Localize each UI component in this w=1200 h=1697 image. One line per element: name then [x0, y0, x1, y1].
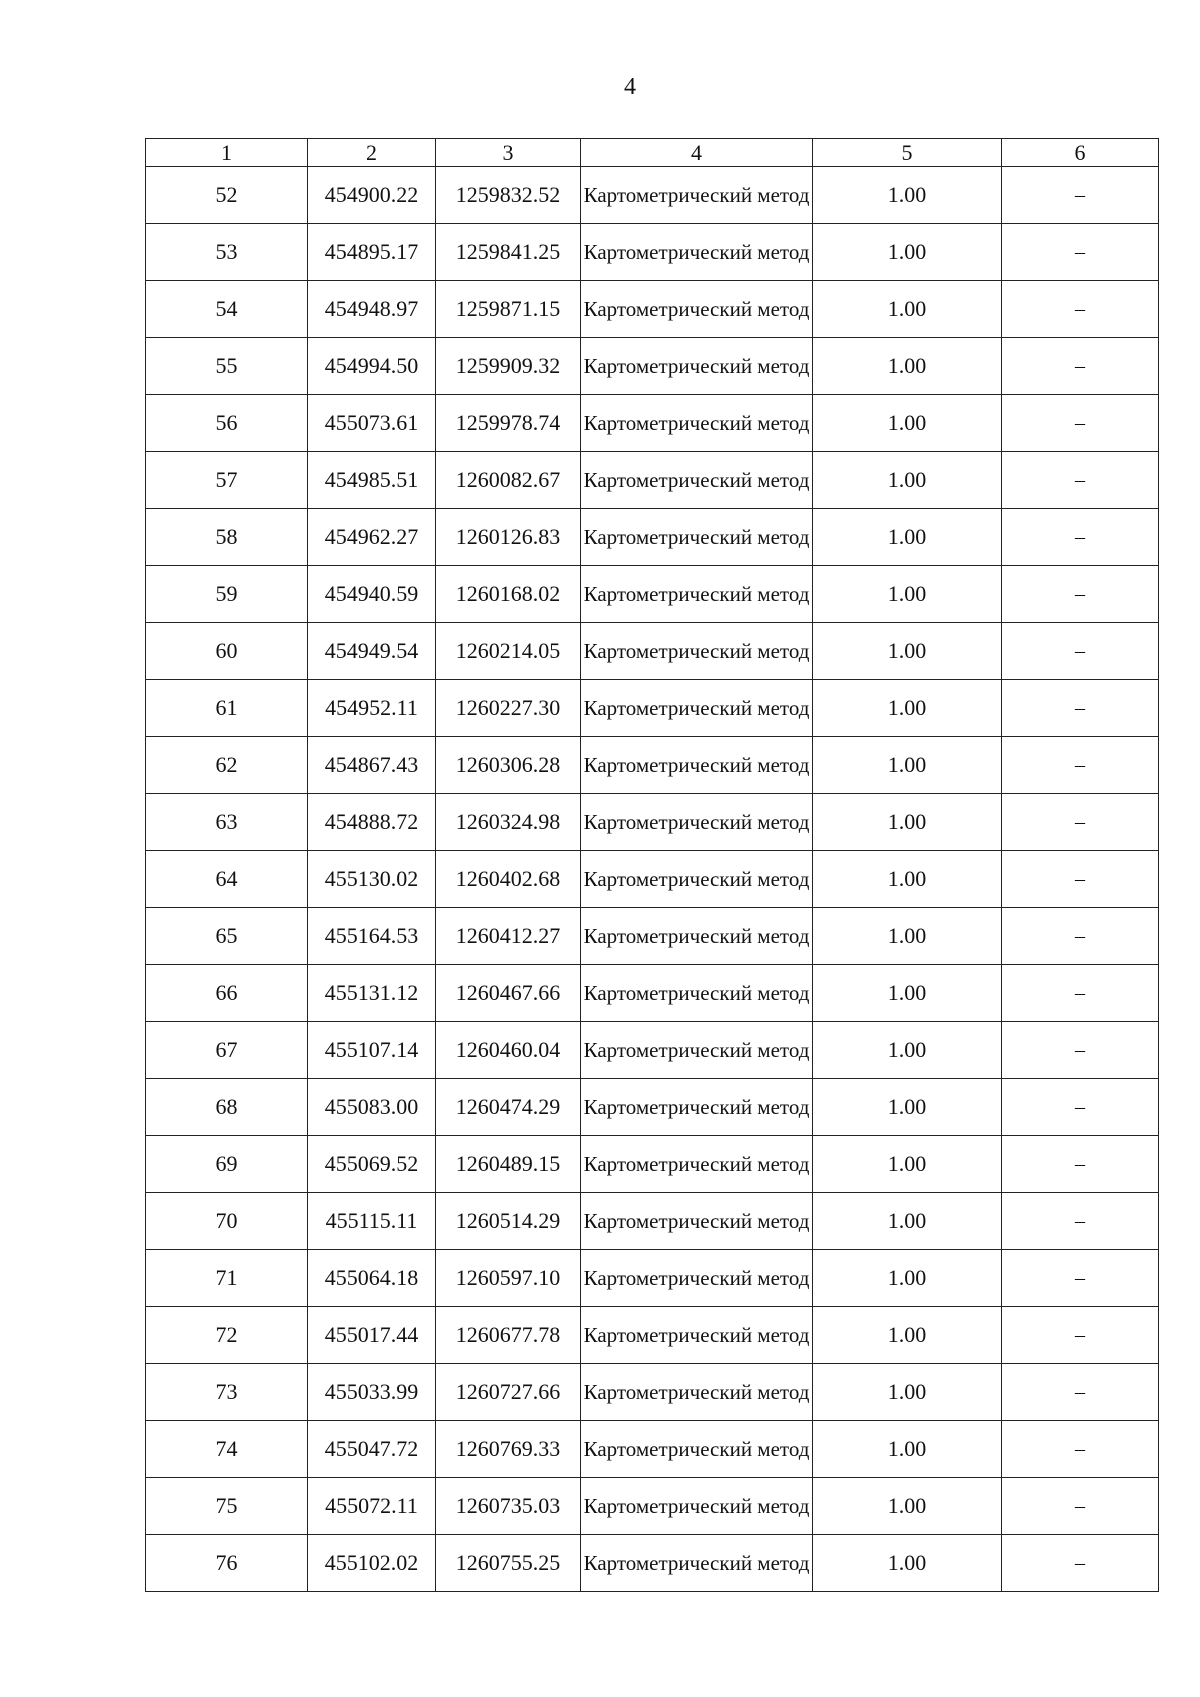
method-cell: Картометрический метод — [581, 452, 813, 509]
point-number-cell: 71 — [146, 1250, 308, 1307]
accuracy-cell: 1.00 — [813, 1478, 1002, 1535]
point-number-cell: 56 — [146, 395, 308, 452]
point-number-cell: 62 — [146, 737, 308, 794]
y-coordinate-cell: 1259978.74 — [436, 395, 581, 452]
table-row — [146, 1307, 1159, 1364]
accuracy-cell: 1.00 — [813, 965, 1002, 1022]
point-number-cell: 64 — [146, 851, 308, 908]
y-coordinate-cell: 1260214.05 — [436, 623, 581, 680]
note-cell: – — [1002, 281, 1159, 338]
y-coordinate-cell: 1260735.03 — [436, 1478, 581, 1535]
point-number-cell: 68 — [146, 1079, 308, 1136]
accuracy-cell: 1.00 — [813, 452, 1002, 509]
method-cell: Картометрический метод — [581, 1079, 813, 1136]
column-header-2: 2 — [308, 139, 436, 167]
method-cell: Картометрический метод — [581, 224, 813, 281]
note-cell: – — [1002, 1364, 1159, 1421]
method-cell: Картометрический метод — [581, 1022, 813, 1079]
x-coordinate-cell: 454994.50 — [308, 338, 436, 395]
method-cell: Картометрический метод — [581, 395, 813, 452]
x-coordinate-cell: 455164.53 — [308, 908, 436, 965]
method-cell: Картометрический метод — [581, 794, 813, 851]
accuracy-cell: 1.00 — [813, 509, 1002, 566]
table-row — [146, 1421, 1159, 1478]
y-coordinate-cell: 1260769.33 — [436, 1421, 581, 1478]
method-cell: Картометрический метод — [581, 566, 813, 623]
table-row — [146, 965, 1159, 1022]
point-number-cell: 75 — [146, 1478, 308, 1535]
note-cell: – — [1002, 452, 1159, 509]
accuracy-cell: 1.00 — [813, 167, 1002, 224]
y-coordinate-cell: 1260514.29 — [436, 1193, 581, 1250]
point-number-cell: 70 — [146, 1193, 308, 1250]
point-number-cell: 73 — [146, 1364, 308, 1421]
x-coordinate-cell: 455115.11 — [308, 1193, 436, 1250]
accuracy-cell: 1.00 — [813, 1022, 1002, 1079]
note-cell: – — [1002, 1478, 1159, 1535]
y-coordinate-cell: 1260412.27 — [436, 908, 581, 965]
y-coordinate-cell: 1259841.25 — [436, 224, 581, 281]
table-row — [146, 1022, 1159, 1079]
table-body — [146, 167, 1159, 1592]
y-coordinate-cell: 1260727.66 — [436, 1364, 581, 1421]
point-number-cell: 58 — [146, 509, 308, 566]
y-coordinate-cell: 1259871.15 — [436, 281, 581, 338]
table-row — [146, 1535, 1159, 1592]
point-number-cell: 61 — [146, 680, 308, 737]
accuracy-cell: 1.00 — [813, 1079, 1002, 1136]
x-coordinate-cell: 454895.17 — [308, 224, 436, 281]
method-cell: Картометрический метод — [581, 965, 813, 1022]
point-number-cell: 74 — [146, 1421, 308, 1478]
point-number-cell: 67 — [146, 1022, 308, 1079]
y-coordinate-cell: 1260082.67 — [436, 452, 581, 509]
y-coordinate-cell: 1260324.98 — [436, 794, 581, 851]
note-cell: – — [1002, 395, 1159, 452]
x-coordinate-cell: 454985.51 — [308, 452, 436, 509]
point-number-cell: 63 — [146, 794, 308, 851]
method-cell: Картометрический метод — [581, 167, 813, 224]
column-header-3: 3 — [436, 139, 581, 167]
table-row — [146, 224, 1159, 281]
method-cell: Картометрический метод — [581, 737, 813, 794]
point-number-cell: 76 — [146, 1535, 308, 1592]
note-cell: – — [1002, 908, 1159, 965]
accuracy-cell: 1.00 — [813, 566, 1002, 623]
accuracy-cell: 1.00 — [813, 908, 1002, 965]
note-cell: – — [1002, 1193, 1159, 1250]
y-coordinate-cell: 1260677.78 — [436, 1307, 581, 1364]
table-row — [146, 167, 1159, 224]
header-row — [146, 139, 1159, 167]
x-coordinate-cell: 455047.72 — [308, 1421, 436, 1478]
note-cell: – — [1002, 1421, 1159, 1478]
method-cell: Картометрический метод — [581, 680, 813, 737]
table-row — [146, 1193, 1159, 1250]
accuracy-cell: 1.00 — [813, 1421, 1002, 1478]
accuracy-cell: 1.00 — [813, 338, 1002, 395]
x-coordinate-cell: 455073.61 — [308, 395, 436, 452]
method-cell: Картометрический метод — [581, 1421, 813, 1478]
point-number-cell: 53 — [146, 224, 308, 281]
x-coordinate-cell: 454948.97 — [308, 281, 436, 338]
table-row — [146, 1250, 1159, 1307]
column-header-6: 6 — [1002, 139, 1159, 167]
point-number-cell: 54 — [146, 281, 308, 338]
point-number-cell: 60 — [146, 623, 308, 680]
note-cell: – — [1002, 1136, 1159, 1193]
note-cell: – — [1002, 566, 1159, 623]
note-cell: – — [1002, 794, 1159, 851]
x-coordinate-cell: 455064.18 — [308, 1250, 436, 1307]
x-coordinate-cell: 454949.54 — [308, 623, 436, 680]
x-coordinate-cell: 454952.11 — [308, 680, 436, 737]
method-cell: Картометрический метод — [581, 509, 813, 566]
note-cell: – — [1002, 680, 1159, 737]
x-coordinate-cell: 454900.22 — [308, 167, 436, 224]
column-header-5: 5 — [813, 139, 1002, 167]
y-coordinate-cell: 1260597.10 — [436, 1250, 581, 1307]
table-row — [146, 623, 1159, 680]
column-header-1: 1 — [146, 139, 308, 167]
table-row — [146, 851, 1159, 908]
accuracy-cell: 1.00 — [813, 623, 1002, 680]
note-cell: – — [1002, 1535, 1159, 1592]
x-coordinate-cell: 455083.00 — [308, 1079, 436, 1136]
y-coordinate-cell: 1260126.83 — [436, 509, 581, 566]
point-number-cell: 52 — [146, 167, 308, 224]
x-coordinate-cell: 455102.02 — [308, 1535, 436, 1592]
accuracy-cell: 1.00 — [813, 1193, 1002, 1250]
note-cell: – — [1002, 224, 1159, 281]
method-cell: Картометрический метод — [581, 908, 813, 965]
table-row — [146, 338, 1159, 395]
accuracy-cell: 1.00 — [813, 1535, 1002, 1592]
table-row — [146, 395, 1159, 452]
note-cell: – — [1002, 1022, 1159, 1079]
table-row — [146, 1079, 1159, 1136]
x-coordinate-cell: 455033.99 — [308, 1364, 436, 1421]
point-number-cell: 57 — [146, 452, 308, 509]
column-header-4: 4 — [581, 139, 813, 167]
x-coordinate-cell: 455017.44 — [308, 1307, 436, 1364]
method-cell: Картометрический метод — [581, 1535, 813, 1592]
accuracy-cell: 1.00 — [813, 1136, 1002, 1193]
point-number-cell: 69 — [146, 1136, 308, 1193]
note-cell: – — [1002, 1307, 1159, 1364]
table-row — [146, 680, 1159, 737]
accuracy-cell: 1.00 — [813, 851, 1002, 908]
point-number-cell: 55 — [146, 338, 308, 395]
accuracy-cell: 1.00 — [813, 794, 1002, 851]
note-cell: – — [1002, 965, 1159, 1022]
table-row — [146, 281, 1159, 338]
note-cell: – — [1002, 338, 1159, 395]
accuracy-cell: 1.00 — [813, 1250, 1002, 1307]
y-coordinate-cell: 1259909.32 — [436, 338, 581, 395]
note-cell: – — [1002, 509, 1159, 566]
point-number-cell: 65 — [146, 908, 308, 965]
method-cell: Картометрический метод — [581, 281, 813, 338]
accuracy-cell: 1.00 — [813, 395, 1002, 452]
note-cell: – — [1002, 737, 1159, 794]
accuracy-cell: 1.00 — [813, 1364, 1002, 1421]
x-coordinate-cell: 454940.59 — [308, 566, 436, 623]
accuracy-cell: 1.00 — [813, 224, 1002, 281]
table-row — [146, 452, 1159, 509]
accuracy-cell: 1.00 — [813, 281, 1002, 338]
note-cell: – — [1002, 623, 1159, 680]
table-row — [146, 908, 1159, 965]
x-coordinate-cell: 455107.14 — [308, 1022, 436, 1079]
x-coordinate-cell: 455131.12 — [308, 965, 436, 1022]
method-cell: Картометрический метод — [581, 1478, 813, 1535]
point-number-cell: 66 — [146, 965, 308, 1022]
table-row — [146, 1364, 1159, 1421]
table-row — [146, 794, 1159, 851]
y-coordinate-cell: 1260402.68 — [436, 851, 581, 908]
accuracy-cell: 1.00 — [813, 737, 1002, 794]
table-row — [146, 1478, 1159, 1535]
accuracy-cell: 1.00 — [813, 1307, 1002, 1364]
note-cell: – — [1002, 167, 1159, 224]
accuracy-cell: 1.00 — [813, 680, 1002, 737]
table-row — [146, 566, 1159, 623]
y-coordinate-cell: 1260460.04 — [436, 1022, 581, 1079]
note-cell: – — [1002, 1250, 1159, 1307]
point-number-cell: 59 — [146, 566, 308, 623]
y-coordinate-cell: 1260755.25 — [436, 1535, 581, 1592]
table-row — [146, 1136, 1159, 1193]
method-cell: Картометрический метод — [581, 1307, 813, 1364]
method-cell: Картометрический метод — [581, 1136, 813, 1193]
y-coordinate-cell: 1260467.66 — [436, 965, 581, 1022]
method-cell: Картометрический метод — [581, 623, 813, 680]
note-cell: – — [1002, 1079, 1159, 1136]
x-coordinate-cell: 455072.11 — [308, 1478, 436, 1535]
method-cell: Картометрический метод — [581, 1364, 813, 1421]
x-coordinate-cell: 455130.02 — [308, 851, 436, 908]
table-row — [146, 509, 1159, 566]
point-number-cell: 72 — [146, 1307, 308, 1364]
y-coordinate-cell: 1260489.15 — [436, 1136, 581, 1193]
y-coordinate-cell: 1260474.29 — [436, 1079, 581, 1136]
y-coordinate-cell: 1259832.52 — [436, 167, 581, 224]
x-coordinate-cell: 454888.72 — [308, 794, 436, 851]
method-cell: Картометрический метод — [581, 851, 813, 908]
y-coordinate-cell: 1260227.30 — [436, 680, 581, 737]
page-number: 4 — [624, 74, 636, 100]
y-coordinate-cell: 1260306.28 — [436, 737, 581, 794]
method-cell: Картометрический метод — [581, 338, 813, 395]
x-coordinate-cell: 454867.43 — [308, 737, 436, 794]
note-cell: – — [1002, 851, 1159, 908]
table-row — [146, 737, 1159, 794]
y-coordinate-cell: 1260168.02 — [436, 566, 581, 623]
x-coordinate-cell: 454962.27 — [308, 509, 436, 566]
method-cell: Картометрический метод — [581, 1193, 813, 1250]
method-cell: Картометрический метод — [581, 1250, 813, 1307]
x-coordinate-cell: 455069.52 — [308, 1136, 436, 1193]
coordinates-table — [145, 138, 1159, 1592]
